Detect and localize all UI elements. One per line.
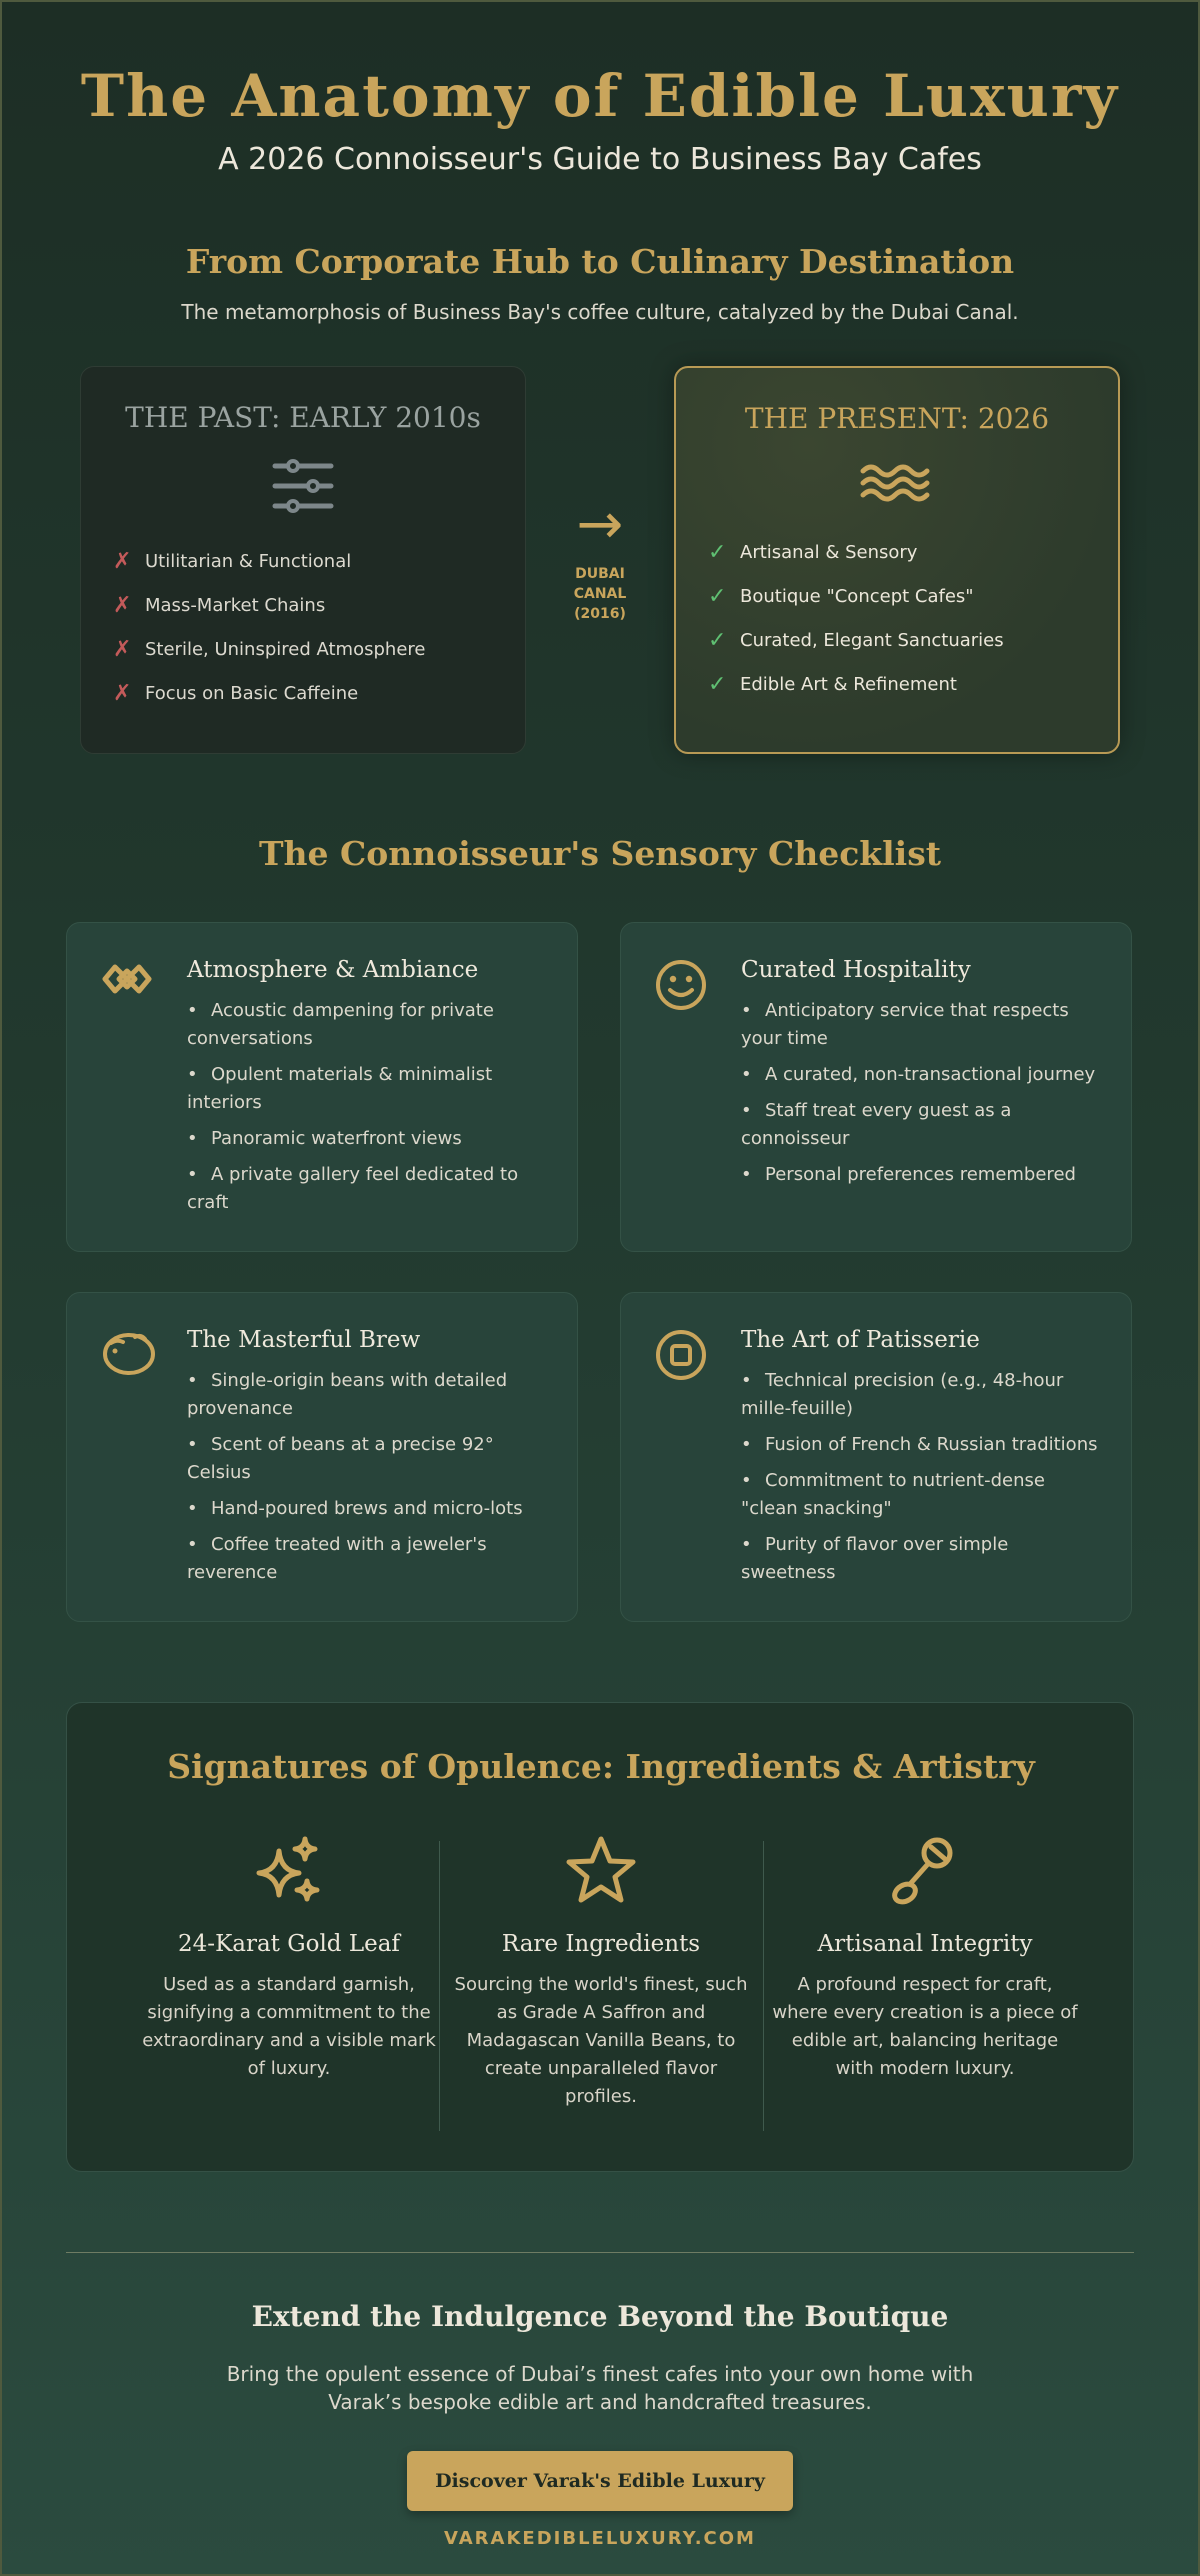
check-icon: ✓ bbox=[708, 628, 727, 653]
framed-square-icon bbox=[655, 1329, 707, 1381]
bullet-icon: • bbox=[741, 1470, 752, 1491]
present-era-item: ✓ Curated, Elegant Sanctuaries bbox=[708, 619, 1086, 663]
past-era-item: ✗ Mass-Market Chains bbox=[113, 584, 493, 628]
past-era-card bbox=[80, 366, 526, 754]
signature-text: A profound respect for craft, where every creation is a piece of edible art, balancing heritage with modern luxury. bbox=[772, 1974, 1078, 2079]
bullet-icon: • bbox=[187, 1370, 198, 1391]
past-era-item: ✗ Sterile, Uninspired Atmosphere bbox=[113, 628, 493, 672]
page-title: The Anatomy of Edible Luxury bbox=[80, 62, 1120, 130]
bullet-icon: • bbox=[187, 1000, 198, 1021]
bullet-icon: • bbox=[187, 1164, 198, 1185]
bullet-icon: • bbox=[741, 1370, 752, 1391]
checklist-card-list bbox=[187, 997, 547, 1217]
list-item: • Hand-poured brews and micro-lots bbox=[187, 1495, 547, 1523]
present-era-list bbox=[708, 531, 1086, 707]
past-era-item: ✗ Utilitarian & Functional bbox=[113, 540, 493, 584]
bullet-icon: • bbox=[741, 1534, 752, 1555]
cta-text: Bring the opulent essence of Dubai’s finest cafes into your own home with Varak’s bespoke edible art and handcrafted treasures. bbox=[226, 2362, 974, 2414]
coffee-bean-icon bbox=[101, 1329, 157, 1377]
list-item: • Opulent materials & minimalist interiors bbox=[187, 1061, 547, 1117]
present-era-item: ✓ Artisanal & Sensory bbox=[708, 531, 1086, 575]
checklist-card-hospitality bbox=[620, 922, 1132, 1252]
page-subtitle: A 2026 Connoisseur's Guide to Business Bay Cafes bbox=[218, 142, 982, 177]
cta-title: Extend the Indulgence Beyond the Boutique bbox=[251, 2300, 949, 2333]
bullet-icon: • bbox=[741, 1164, 752, 1185]
list-item: • Acoustic dampening for private conversations bbox=[187, 997, 547, 1053]
section-divider bbox=[66, 2252, 1134, 2253]
list-item: • Fusion of French & Russian traditions bbox=[741, 1431, 1101, 1459]
smile-icon bbox=[655, 959, 707, 1011]
signatures-panel bbox=[66, 1702, 1134, 2172]
star-icon bbox=[563, 1833, 639, 1909]
list-item: • Commitment to nutrient-dense "clean snacking" bbox=[741, 1467, 1101, 1523]
bullet-icon: • bbox=[187, 1498, 198, 1519]
checklist-card-brew bbox=[66, 1292, 578, 1622]
water-waves-icon bbox=[859, 459, 935, 505]
checklist-title: The Connoisseur's Sensory Checklist bbox=[258, 834, 942, 873]
signature-title: Artisanal Integrity bbox=[817, 1931, 1033, 1957]
transition-note: DUBAI CANAL (2016) bbox=[573, 566, 627, 622]
signature-gold-leaf bbox=[127, 1833, 451, 2083]
past-era-item: ✗ Focus on Basic Caffeine bbox=[113, 672, 493, 716]
checklist-card-list bbox=[741, 1367, 1101, 1587]
checklist-card-atmosphere bbox=[66, 922, 578, 1252]
list-item: • Coffee treated with a jeweler's reverence bbox=[187, 1531, 547, 1587]
discover-button[interactable]: Discover Varak's Edible Luxury bbox=[407, 2451, 793, 2511]
arrow-right-icon: → bbox=[576, 492, 624, 557]
signature-text: Sourcing the world's finest, such as Grade A Saffron and Madagascan Vanilla Beans, to create unparalleled flavor profiles. bbox=[454, 1974, 748, 2107]
list-item: • Personal preferences remembered bbox=[741, 1161, 1101, 1189]
list-item: • Purity of flavor over simple sweetness bbox=[741, 1531, 1101, 1587]
check-icon: ✓ bbox=[708, 672, 727, 697]
list-item: • A curated, non-transactional journey bbox=[741, 1061, 1101, 1089]
transformation-title: From Corporate Hub to Culinary Destination bbox=[185, 242, 1015, 281]
signature-artisanal-integrity bbox=[763, 1833, 1087, 2083]
checklist-card-list bbox=[741, 997, 1101, 1189]
list-item: • Panoramic waterfront views bbox=[187, 1125, 547, 1153]
signature-text: Used as a standard garnish, signifying a commitment to the extraordinary and a visible mark of luxury. bbox=[142, 1974, 436, 2079]
infinity-knot-icon bbox=[101, 959, 153, 999]
list-item: • Scent of beans at a precise 92° Celsius bbox=[187, 1431, 547, 1487]
present-era-item: ✓ Edible Art & Refinement bbox=[708, 663, 1086, 707]
cross-icon: ✗ bbox=[113, 637, 132, 662]
signatures-title: Signatures of Opulence: Ingredients & Artistry bbox=[167, 1747, 1035, 1786]
present-era-item: ✓ Boutique "Concept Cafes" bbox=[708, 575, 1086, 619]
checklist-card-title: Curated Hospitality bbox=[741, 957, 971, 983]
bullet-icon: • bbox=[741, 1100, 752, 1121]
bullet-icon: • bbox=[187, 1434, 198, 1455]
bullet-icon: • bbox=[187, 1128, 198, 1149]
signature-title: 24-Karat Gold Leaf bbox=[178, 1931, 400, 1957]
signature-rare-ingredients bbox=[439, 1833, 763, 2111]
checklist-card-list bbox=[187, 1367, 547, 1587]
cross-icon: ✗ bbox=[113, 681, 132, 706]
checklist-card-title: The Art of Patisserie bbox=[741, 1327, 980, 1353]
checklist-card-title: The Masterful Brew bbox=[187, 1327, 421, 1353]
signature-title: Rare Ingredients bbox=[501, 1931, 701, 1957]
list-item: • Single-origin beans with detailed provenance bbox=[187, 1367, 547, 1423]
checklist-card-patisserie bbox=[620, 1292, 1132, 1622]
list-item: • Anticipatory service that respects your time bbox=[741, 997, 1101, 1053]
cross-icon: ✗ bbox=[113, 593, 132, 618]
bullet-icon: • bbox=[741, 1000, 752, 1021]
check-icon: ✓ bbox=[708, 540, 727, 565]
paint-brush-icon bbox=[887, 1833, 963, 1909]
bullet-icon: • bbox=[741, 1064, 752, 1085]
transformation-description: The metamorphosis of Business Bay's coffee culture, catalyzed by the Dubai Canal. bbox=[181, 300, 1019, 324]
website-link[interactable]: VARAKEDIBLELUXURY.COM bbox=[444, 2528, 756, 2549]
present-era-title: THE PRESENT: 2026 bbox=[744, 402, 1050, 435]
check-icon: ✓ bbox=[708, 584, 727, 609]
sliders-icon bbox=[271, 458, 335, 514]
present-era-card bbox=[674, 366, 1120, 754]
list-item: • Staff treat every guest as a connoisseur bbox=[741, 1097, 1101, 1153]
sparkles-icon bbox=[251, 1833, 327, 1909]
past-era-list bbox=[113, 540, 493, 716]
past-era-title: THE PAST: EARLY 2010s bbox=[125, 401, 481, 434]
checklist-card-title: Atmosphere & Ambiance bbox=[187, 957, 479, 983]
cross-icon: ✗ bbox=[113, 549, 132, 574]
bullet-icon: • bbox=[741, 1434, 752, 1455]
transition-arrow bbox=[556, 492, 644, 624]
bullet-icon: • bbox=[187, 1064, 198, 1085]
list-item: • Technical precision (e.g., 48-hour mille-feuille) bbox=[741, 1367, 1101, 1423]
list-item: • A private gallery feel dedicated to craft bbox=[187, 1161, 547, 1217]
bullet-icon: • bbox=[187, 1534, 198, 1555]
